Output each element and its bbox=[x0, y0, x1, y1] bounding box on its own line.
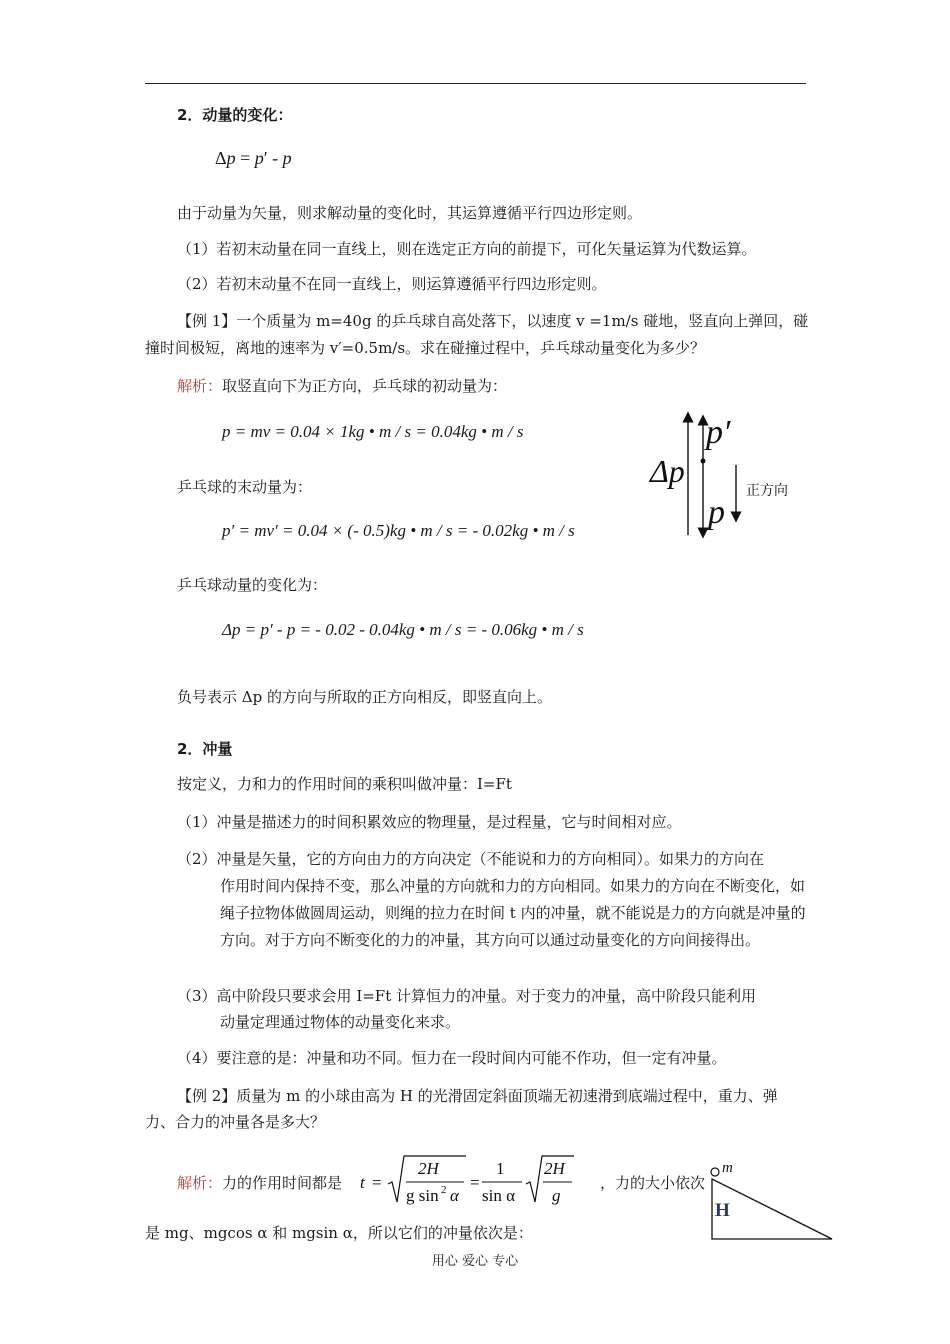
momentum-change-label: 乒乓球动量的变化为： bbox=[177, 576, 328, 594]
final-momentum-label: 乒乓球的末动量为： bbox=[177, 478, 313, 496]
label-p-prime: p′ bbox=[706, 414, 731, 451]
label-positive-direction: 正方向 bbox=[746, 483, 788, 499]
rule-2: （2）若初末动量不在同一直线上，则运算遵循平行四边形定则。 bbox=[177, 275, 607, 293]
equation-initial-momentum: p = mv = 0.04 × 1kg • m / s = 0.04kg • m / s bbox=[222, 422, 524, 441]
page-footer: 用心 爱心 专心 bbox=[431, 1254, 519, 1269]
impulse-item-1: （1）冲量是描述力的时间积累效应的物理量，是过程量，它与时间相对应。 bbox=[177, 813, 682, 831]
paragraph-intro: 由于动量为矢量，则求解动量的变化时，其运算遵循平行四边形定则。 bbox=[177, 204, 643, 222]
formula-gsin: g sin bbox=[406, 1186, 439, 1205]
solution2-label: 解析： bbox=[177, 1174, 223, 1192]
formula-alpha: α bbox=[450, 1186, 459, 1205]
svg-text:=: = bbox=[470, 1173, 480, 1192]
label-delta-p: Δp bbox=[650, 453, 685, 489]
formula-sin: sin α bbox=[482, 1186, 515, 1205]
after-formula-text: ，力的大小依次 bbox=[600, 1174, 706, 1192]
label-H: H bbox=[715, 1200, 730, 1221]
incline-diagram bbox=[700, 1155, 840, 1245]
solution2-text: 力的作用时间都是 bbox=[222, 1174, 343, 1192]
example1-line2: 撞时间极短，离地的速率为 v′=0.5m/s。求在碰撞过程中，乒乓球动量变化为多少？ bbox=[145, 339, 706, 357]
impulse-definition: 按定义，力和力的作用时间的乘积叫做冲量：I=Ft bbox=[177, 775, 512, 793]
example2-line3: 是 mg、mgcos α 和 mgsin α，所以它们的冲量依次是： bbox=[145, 1224, 533, 1242]
impulse-item-4: （4）要注意的是：冲量和功不同。恒力在一段时间内可能不作功，但一定有冲量。 bbox=[177, 1049, 727, 1067]
equation-momentum-change: Δp = p′ - p = - 0.02 - 0.04kg • m / s = - 0.06kg • m / s bbox=[222, 620, 584, 639]
ball-icon bbox=[711, 1168, 719, 1176]
example2-line1: 【例 2】质量为 m 的小球由高为 H 的光滑固定斜面顶端无初速滑到底端过程中，重力、弹 bbox=[177, 1087, 778, 1105]
header-rule bbox=[145, 83, 806, 84]
formula-1: 1 bbox=[496, 1159, 505, 1178]
formula-2H-b: 2H bbox=[544, 1159, 565, 1178]
impulse-item-3-first: （3）高中阶段只要求会用 I=Ft 计算恒力的冲量。对于变力的冲量，高中阶段只能利用 bbox=[177, 987, 757, 1005]
label-m: m bbox=[722, 1160, 733, 1176]
formula-t: t bbox=[360, 1173, 365, 1192]
formula-momentum-change: Δp = p′ - p bbox=[215, 148, 292, 168]
impulse-item-2-rest: 作用时间内保持不变，那么冲量的方向就和力的方向相同。如果力的方向在不断变化，如绳子拉物体做圆周运动，则绳的拉力在时间 t 内的冲量，就不能说是力的方向就是冲量的方向。对于方向不断变化的力的冲量，其方向可以通过动量变化的方向间接得出。 bbox=[220, 877, 806, 949]
label-p: p bbox=[708, 494, 725, 531]
formula-2H: 2H bbox=[418, 1159, 439, 1178]
formula-time bbox=[358, 1152, 600, 1214]
momentum-vector-diagram bbox=[640, 405, 815, 545]
origin-dot bbox=[701, 459, 706, 464]
incline-triangle bbox=[712, 1179, 832, 1239]
section-heading-impulse: 2．冲量 bbox=[177, 740, 233, 758]
formula-sq: 2 bbox=[441, 1184, 447, 1196]
solution-label: 解析： bbox=[177, 377, 223, 395]
section-heading-momentum-change: 2．动量的变化： bbox=[177, 106, 293, 124]
solution-text: 取竖直向下为正方向，乒乓球的初动量为： bbox=[222, 377, 508, 395]
rule-1: （1）若初末动量在同一直线上，则在选定正方向的前提下，可化矢量运算为代数运算。 bbox=[177, 240, 757, 258]
formula-g: g bbox=[552, 1186, 561, 1205]
svg-text:=: = bbox=[372, 1173, 382, 1192]
example1-solution bbox=[177, 375, 507, 396]
example1-line1: 【例 1】一个质量为 m=40g 的乒乓球自高处落下，以速度 v =1m/s 碰地，竖直向上弹回，碰 bbox=[177, 312, 809, 330]
equation-final-momentum: p′ = mv′ = 0.04 × (- 0.5)kg • m / s = - 0.02kg • m / s bbox=[222, 521, 575, 540]
example2-line2: 力、合力的冲量各是多大？ bbox=[145, 1113, 326, 1131]
example2-solution bbox=[177, 1172, 342, 1193]
impulse-item-2-first: （2）冲量是矢量，它的方向由力的方向决定（不能说和力的方向相同）。如果力的方向在 bbox=[177, 850, 765, 868]
conclusion: 负号表示 Δp 的方向与所取的正方向相反，即竖直向上。 bbox=[177, 688, 552, 706]
impulse-item-3-rest: 动量定理通过物体的动量变化来求。 bbox=[220, 1013, 461, 1031]
